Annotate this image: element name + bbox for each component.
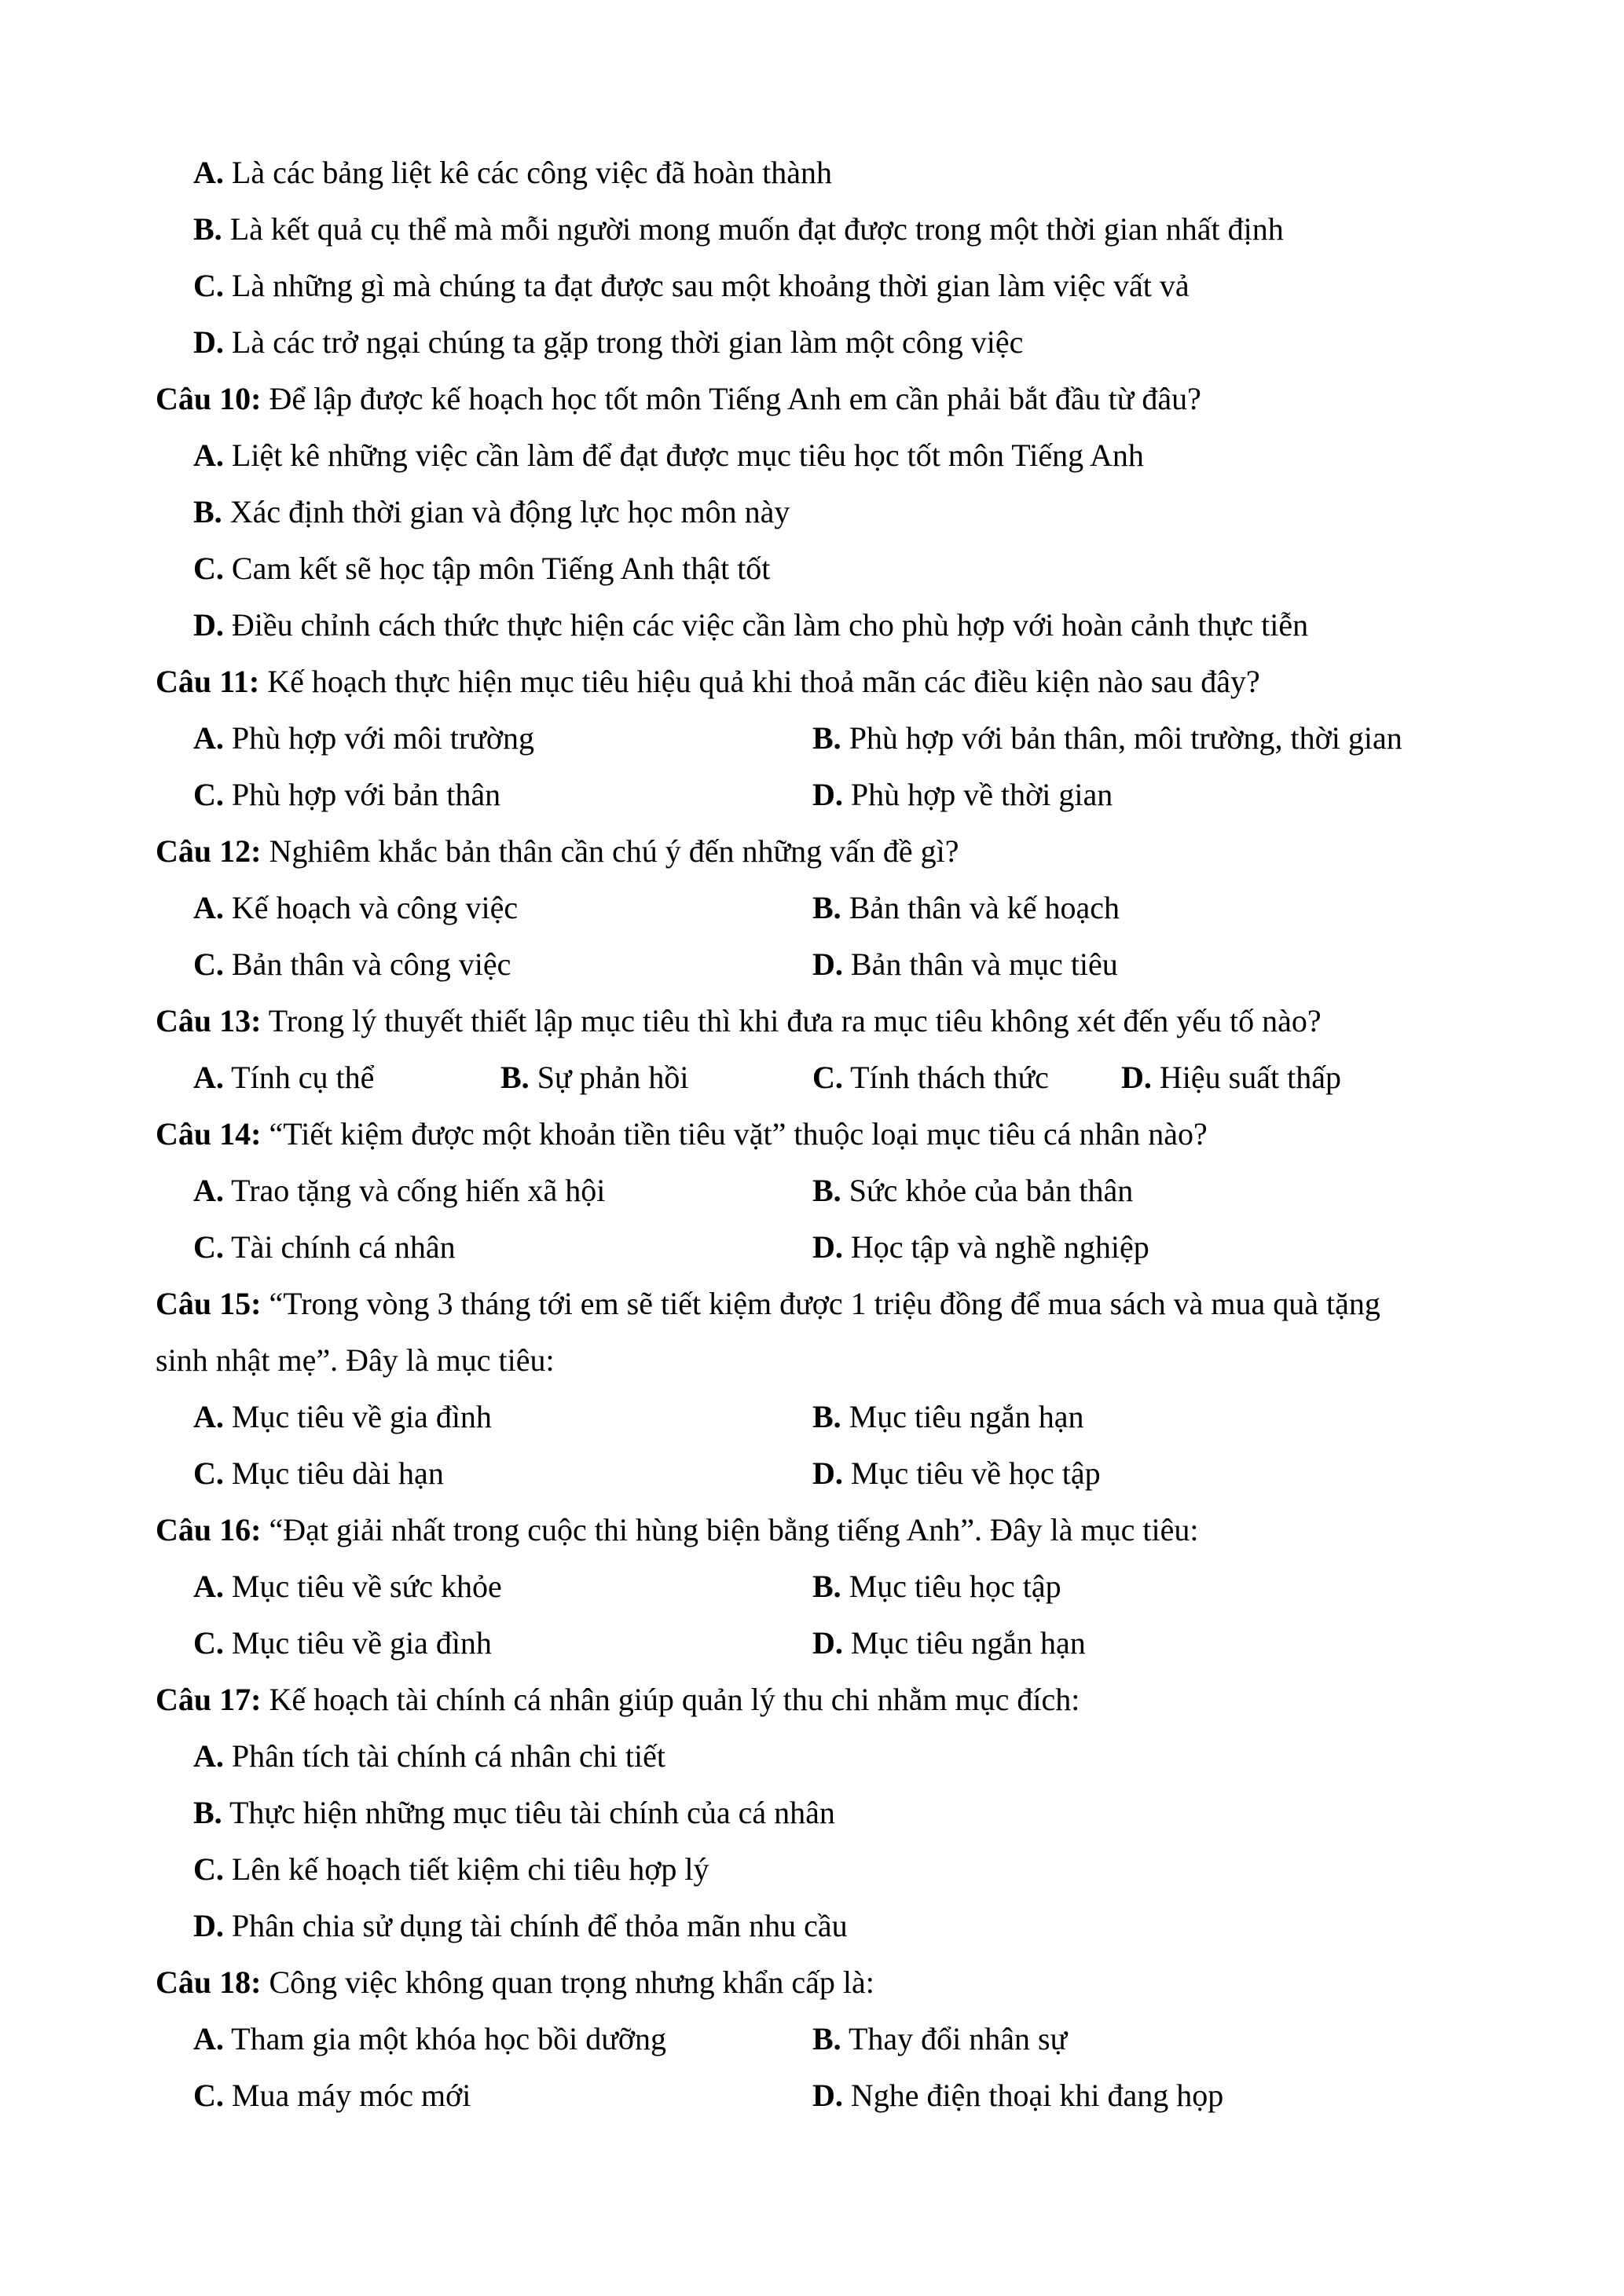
option-label: B. xyxy=(500,1060,530,1095)
option-text: Học tập và nghề nghiệp xyxy=(850,1229,1149,1265)
option-label: C. xyxy=(193,551,224,586)
option-line xyxy=(0,1898,1624,1954)
question-line xyxy=(0,1106,1624,1163)
question-label: Câu 11: xyxy=(156,664,260,699)
question-label: Câu 12: xyxy=(156,833,262,869)
option-line xyxy=(0,314,1624,371)
option-text: Phù hợp với môi trường xyxy=(231,720,535,756)
option-line xyxy=(0,2011,1624,2067)
option-label: A. xyxy=(193,438,224,473)
option-line xyxy=(0,484,1624,540)
option-text: Phân tích tài chính cá nhân chi tiết xyxy=(231,1738,665,1774)
option-label: B. xyxy=(193,494,222,529)
option-text: Phù hợp với bản thân, môi trường, thời gian xyxy=(849,720,1402,756)
option-label: A. xyxy=(193,1569,224,1604)
question-text: “Tiết kiệm được một khoản tiền tiêu vặt” thuộc loại mục tiêu cá nhân nào? xyxy=(269,1116,1208,1152)
option-label: B. xyxy=(812,2021,841,2056)
option-line xyxy=(0,145,1624,201)
option-text: Điều chỉnh cách thức thực hiện các việc cần làm cho phù hợp với hoàn cảnh thực tiễn xyxy=(231,607,1309,643)
option-text: Kế hoạch và công việc xyxy=(231,890,519,925)
option-text: Mua máy móc mới xyxy=(231,2078,471,2113)
option-text: Thực hiện những mục tiêu tài chính của cá nhân xyxy=(229,1795,835,1830)
option-label: C. xyxy=(193,268,224,303)
option-label: D. xyxy=(193,1908,224,1943)
option-label: C. xyxy=(193,777,224,812)
option-label: B. xyxy=(812,1569,841,1604)
option-text: Mục tiêu ngắn hạn xyxy=(849,1399,1084,1434)
question-text: Để lập được kế hoạch học tốt môn Tiếng Anh em cần phải bắt đầu từ đâu? xyxy=(269,381,1201,416)
option-line xyxy=(0,880,1624,936)
option-label: B. xyxy=(193,211,222,247)
question-label: Câu 18: xyxy=(156,1965,262,2000)
option-text: Mục tiêu về học tập xyxy=(850,1456,1101,1491)
option-line xyxy=(0,1445,1624,1502)
option-text: Mục tiêu về sức khỏe xyxy=(231,1569,502,1604)
option-text: Hiệu suất thấp xyxy=(1159,1060,1341,1095)
option-label: A. xyxy=(193,2021,224,2056)
option-label: A. xyxy=(193,1060,224,1095)
question-line xyxy=(0,1276,1624,1332)
option-line xyxy=(0,767,1624,823)
option-line xyxy=(0,1558,1624,1615)
option-text: Phân chia sử dụng tài chính để thỏa mãn nhu cầu xyxy=(231,1908,848,1943)
option-line xyxy=(0,936,1624,993)
option-label: D. xyxy=(193,607,224,643)
option-line xyxy=(0,2067,1624,2124)
option-label: D. xyxy=(812,1625,843,1661)
option-text: Mục tiêu dài hạn xyxy=(231,1456,444,1491)
option-label: D. xyxy=(812,777,843,812)
option-label: D. xyxy=(812,1456,843,1491)
option-label: B. xyxy=(812,1399,841,1434)
option-line xyxy=(0,1049,1624,1106)
option-label: B. xyxy=(193,1795,222,1830)
option-label: D. xyxy=(812,1229,843,1265)
option-line xyxy=(0,427,1624,484)
option-text: Bản thân và kế hoạch xyxy=(849,890,1120,925)
question-text-continued: sinh nhật mẹ”. Đây là mục tiêu: xyxy=(156,1342,555,1378)
question-label: Câu 15: xyxy=(156,1286,262,1321)
option-text: Phù hợp với bản thân xyxy=(231,777,501,812)
question-line xyxy=(0,1502,1624,1558)
option-line xyxy=(0,1219,1624,1276)
option-label: D. xyxy=(812,947,843,982)
question-text: Trong lý thuyết thiết lập mục tiêu thì khi đưa ra mục tiêu không xét đến yếu tố nào? xyxy=(268,1003,1322,1038)
option-label: A. xyxy=(193,720,224,756)
option-line xyxy=(0,1615,1624,1672)
option-text: Là các bảng liệt kê các công việc đã hoàn thành xyxy=(231,155,832,190)
option-text: Bản thân và mục tiêu xyxy=(850,947,1118,982)
option-label: A. xyxy=(193,155,224,190)
option-text: Là những gì mà chúng ta đạt được sau một khoảng thời gian làm việc vất vả xyxy=(231,268,1190,303)
option-label: A. xyxy=(193,1173,224,1208)
option-text: Tính cụ thể xyxy=(231,1060,375,1095)
option-label: C. xyxy=(812,1060,843,1095)
question-line xyxy=(0,993,1624,1049)
option-label: C. xyxy=(193,1625,224,1661)
option-line xyxy=(0,1728,1624,1785)
question-text: “Trong vòng 3 tháng tới em sẽ tiết kiệm được 1 triệu đồng để mua sách và mua quà tặng xyxy=(269,1286,1380,1321)
option-text: Cam kết sẽ học tập môn Tiếng Anh thật tốt xyxy=(231,551,771,586)
option-label: B. xyxy=(812,1173,841,1208)
question-line xyxy=(0,654,1624,710)
option-label: A. xyxy=(193,1738,224,1774)
option-line xyxy=(0,597,1624,654)
option-line xyxy=(0,1841,1624,1898)
option-label: C. xyxy=(193,1229,224,1265)
option-text: Trao tặng và cống hiến xã hội xyxy=(231,1173,606,1208)
option-label: A. xyxy=(193,890,224,925)
option-line xyxy=(0,201,1624,258)
option-label: A. xyxy=(193,1399,224,1434)
question-line xyxy=(0,823,1624,880)
option-label: C. xyxy=(193,1456,224,1491)
option-text: Phù hợp về thời gian xyxy=(850,777,1113,812)
option-text: Lên kế hoạch tiết kiệm chi tiêu hợp lý xyxy=(231,1851,709,1887)
option-label: D. xyxy=(193,324,224,360)
question-text: Công việc không quan trọng nhưng khẩn cấp là: xyxy=(269,1965,874,2000)
option-text: Mục tiêu ngắn hạn xyxy=(850,1625,1086,1661)
option-line xyxy=(0,258,1624,314)
option-text: Xác định thời gian và động lực học môn này xyxy=(229,494,790,529)
option-text: Thay đổi nhân sự xyxy=(848,2021,1068,2056)
option-label: C. xyxy=(193,1851,224,1887)
option-text: Bản thân và công việc xyxy=(231,947,511,982)
question-line xyxy=(0,1672,1624,1728)
option-label: C. xyxy=(193,2078,224,2113)
option-text: Tham gia một khóa học bồi dưỡng xyxy=(231,2021,667,2056)
option-label: B. xyxy=(812,720,841,756)
question-label: Câu 16: xyxy=(156,1512,262,1547)
option-text: Mục tiêu về gia đình xyxy=(231,1399,492,1434)
option-line xyxy=(0,710,1624,767)
question-label: Câu 13: xyxy=(156,1003,262,1038)
option-text: Sự phản hồi xyxy=(537,1060,689,1095)
question-label: Câu 17: xyxy=(156,1682,262,1717)
option-label: C. xyxy=(193,947,224,982)
option-line xyxy=(0,1163,1624,1219)
question-label: Câu 10: xyxy=(156,381,262,416)
option-text: Liệt kê những việc cần làm để đạt được mục tiêu học tốt môn Tiếng Anh xyxy=(231,438,1144,473)
question-label: Câu 14: xyxy=(156,1116,262,1152)
question-text: Kế hoạch thực hiện mục tiêu hiệu quả khi thoả mãn các điều kiện nào sau đây? xyxy=(267,664,1260,699)
option-text: Mục tiêu về gia đình xyxy=(231,1625,492,1661)
option-label: D. xyxy=(812,2078,843,2113)
option-line xyxy=(0,1785,1624,1841)
option-label: B. xyxy=(812,890,841,925)
option-text: Là các trở ngại chúng ta gặp trong thời gian làm một công việc xyxy=(231,324,1024,360)
option-text: Là kết quả cụ thể mà mỗi người mong muốn đạt được trong một thời gian nhất định xyxy=(229,211,1284,247)
option-text: Nghe điện thoại khi đang họp xyxy=(850,2078,1224,2113)
question-text: Nghiêm khắc bản thân cần chú ý đến những vấn đề gì? xyxy=(269,833,959,869)
option-line xyxy=(0,540,1624,597)
option-label: D. xyxy=(1121,1060,1152,1095)
question-line xyxy=(0,371,1624,427)
option-text: Tài chính cá nhân xyxy=(231,1229,456,1265)
question-line xyxy=(0,1954,1624,2011)
question-text: Kế hoạch tài chính cá nhân giúp quản lý thu chi nhằm mục đích: xyxy=(269,1682,1080,1717)
option-text: Mục tiêu học tập xyxy=(849,1569,1061,1604)
option-text: Sức khỏe của bản thân xyxy=(849,1173,1134,1208)
option-line xyxy=(0,1389,1624,1445)
question-line-continued xyxy=(0,1332,1624,1389)
option-text: Tính thách thức xyxy=(850,1060,1049,1095)
question-text: “Đạt giải nhất trong cuộc thi hùng biện bằng tiếng Anh”. Đây là mục tiêu: xyxy=(269,1512,1199,1547)
